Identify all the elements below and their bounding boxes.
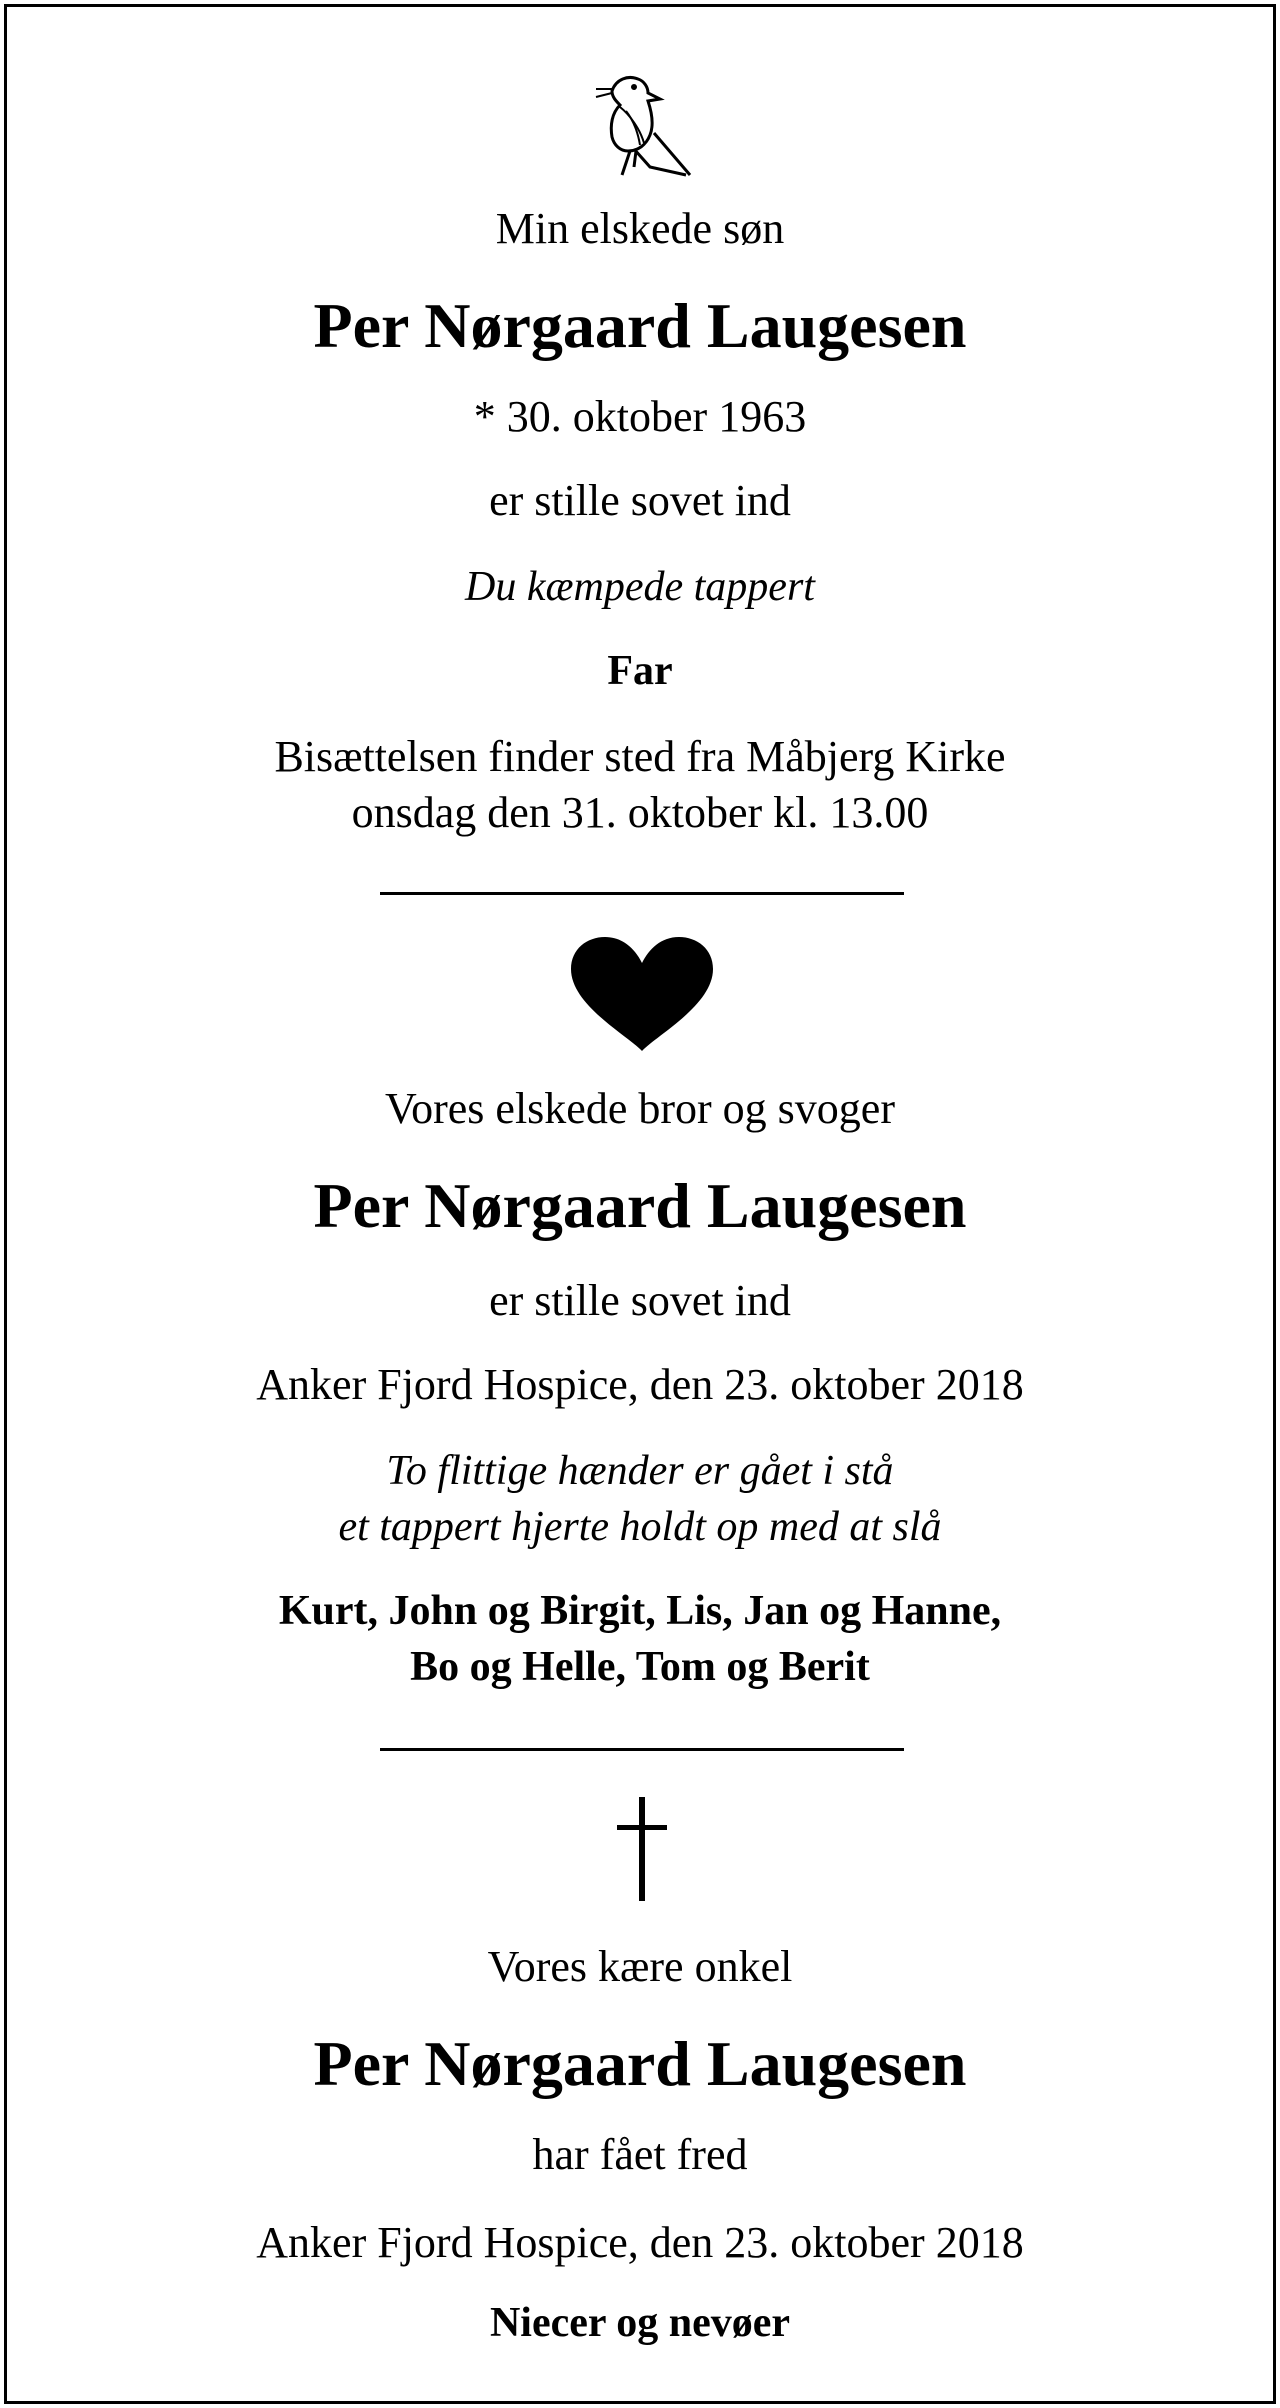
place-date-text: Anker Fjord Hospice, den 23. oktober 2018 xyxy=(256,2218,1024,2267)
birth-date: * 30. oktober 1963 xyxy=(473,392,807,441)
funeral-info-line2: onsdag den 31. oktober kl. 13.00 xyxy=(351,788,929,837)
divider-line xyxy=(380,892,904,895)
deceased-name: Per Nørgaard Laugesen xyxy=(313,2028,967,2099)
status-text: har fået fred xyxy=(532,2130,748,2179)
cross-icon xyxy=(613,1795,673,1905)
status-text: er stille sovet ind xyxy=(489,476,791,525)
intro-text: Min elskede søn xyxy=(495,204,785,253)
deceased-name: Per Nørgaard Laugesen xyxy=(313,290,967,361)
status-text: er stille sovet ind xyxy=(489,1276,791,1325)
signature-text: Niecer og nevøer xyxy=(489,2300,791,2346)
signature-text: Far xyxy=(607,648,673,694)
funeral-info-line1: Bisættelsen finder sted fra Måbjerg Kirke xyxy=(274,732,1006,781)
place-date-text: Anker Fjord Hospice, den 23. oktober 2018 xyxy=(256,1360,1024,1409)
signature-line1: Kurt, John og Birgit, Lis, Jan og Hanne, xyxy=(278,1588,1002,1634)
quote-text: Du kæmpede tappert xyxy=(465,564,815,610)
obituary-card xyxy=(4,4,1276,2404)
quote-line2: et tappert hjerte holdt op med at slå xyxy=(338,1504,942,1550)
heart-icon xyxy=(567,935,717,1053)
bird-icon xyxy=(590,63,700,179)
signature-line2: Bo og Helle, Tom og Berit xyxy=(410,1644,870,1690)
quote-line1: To flittige hænder er gået i stå xyxy=(386,1448,894,1494)
deceased-name: Per Nørgaard Laugesen xyxy=(313,1170,967,1241)
divider-line xyxy=(380,1748,904,1751)
intro-text: Vores kære onkel xyxy=(487,1942,793,1991)
intro-text: Vores elskede bror og svoger xyxy=(385,1084,895,1133)
